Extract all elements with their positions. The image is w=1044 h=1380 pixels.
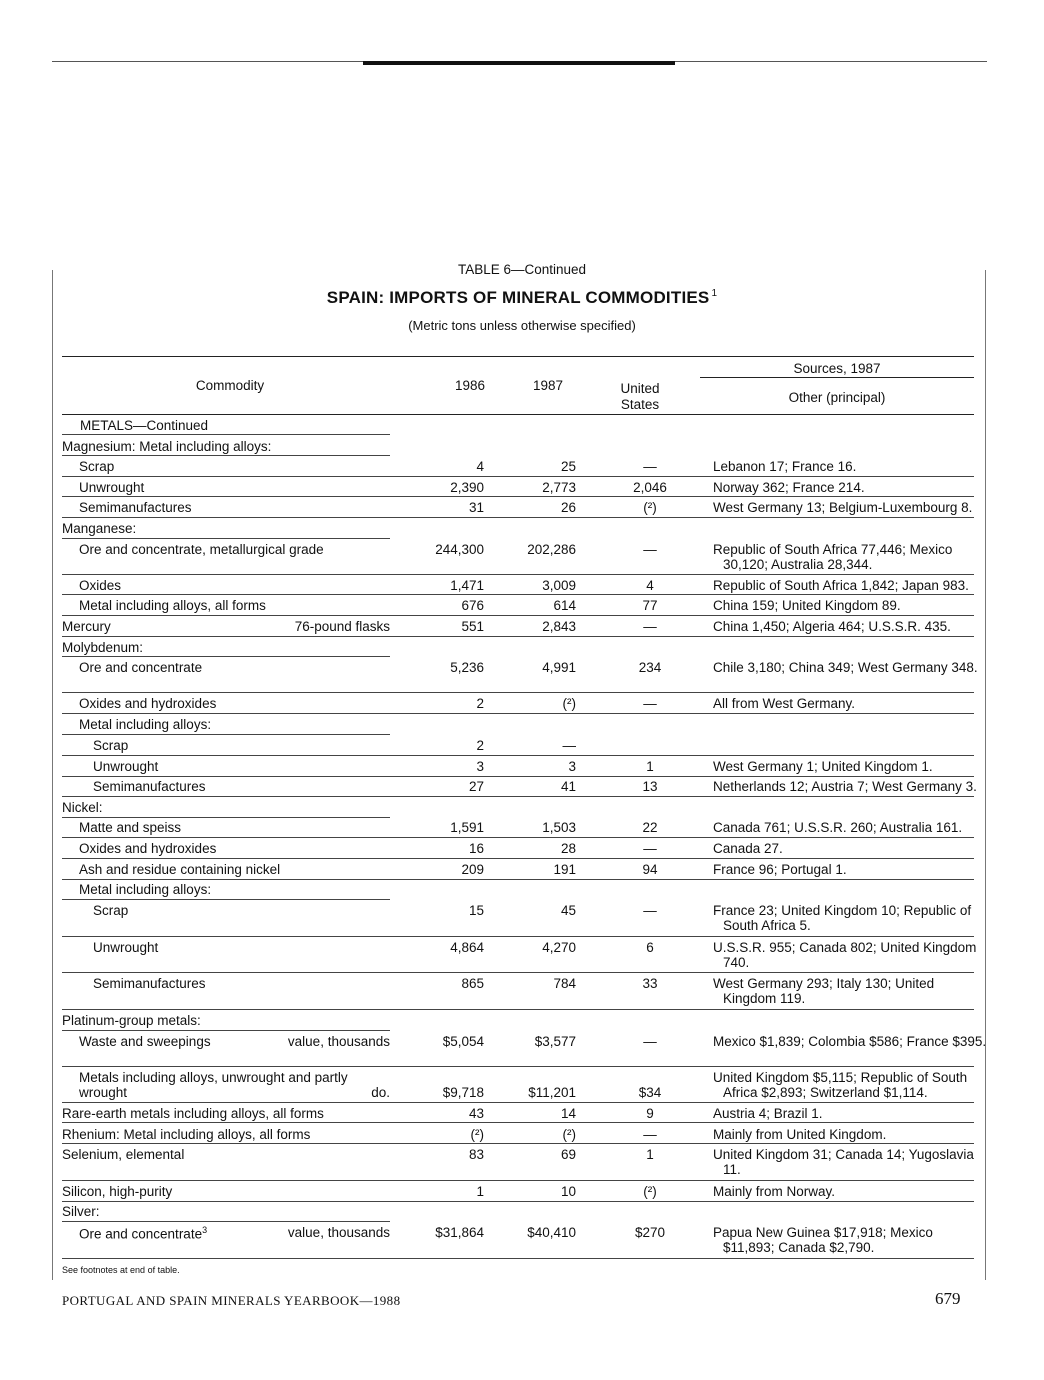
commodity-cell: [79, 862, 280, 877]
value-1987: 4,991: [542, 660, 576, 675]
value-1986: 4,864: [450, 940, 484, 955]
commodity-text: Scrap: [79, 459, 115, 474]
value-other-principal: Canada 761; U.S.S.R. 260; Australia 161.: [713, 820, 963, 835]
table-title-text: SPAIN: IMPORTS OF MINERAL COMMODITIES: [326, 288, 710, 307]
value-other-principal: China 159; United Kingdom 89.: [713, 598, 901, 613]
commodity-text: Rare-earth metals including alloys, all forms: [62, 1106, 324, 1121]
value-other-principal: Republic of South Africa 77,446; Mexico 30,120; Australia 28,344.: [713, 542, 953, 572]
commodity-text: Oxides: [79, 578, 122, 593]
commodity-text: Waste and sweepings: [79, 1034, 211, 1049]
commodity-cell: [79, 480, 144, 495]
commodity-text: Rhenium: Metal including alloys, all forms: [62, 1127, 311, 1142]
value-1987: $3,577: [534, 1034, 576, 1049]
row-rule: [62, 1258, 974, 1259]
value-other-principal: France 96; Portugal 1.: [713, 862, 847, 877]
top-rule-bar: [363, 61, 675, 65]
commodity-text: Metal including alloys:: [79, 717, 212, 732]
value-other-principal: Mexico $1,839; Colombia $586; France $395.: [713, 1034, 987, 1049]
row-rule: [62, 776, 974, 777]
row-rule: [62, 1201, 974, 1202]
value-1987: 2,843: [542, 619, 576, 634]
commodity-text: Magnesium: Metal including alloys:: [62, 439, 272, 454]
value-other-principal: United Kingdom $5,115; Republic of South Africa $2,893; Switzerland $1,114.: [713, 1070, 968, 1100]
row-rule: [62, 1030, 390, 1031]
row-rule: [62, 517, 974, 518]
commodity-text: Metal including alloys, all forms: [79, 598, 266, 613]
value-other-principal: Lebanon 17; France 16.: [713, 459, 857, 474]
commodity-text: Oxides and hydroxides: [79, 696, 217, 711]
value-other-principal: France 23; United Kingdom 10; Republic of South Africa 5.: [713, 903, 972, 933]
unit-cell: 76-pound flasks: [294, 619, 390, 634]
commodity-text: Ore and concentrate, metallurgical grade: [79, 542, 324, 557]
footer-publication: PORTUGAL AND SPAIN MINERALS YEARBOOK—1988: [62, 1293, 401, 1308]
value-1987: 45: [560, 903, 576, 918]
row-rule: [62, 858, 974, 859]
value-1986: 676: [461, 598, 484, 613]
value-1986: 2,390: [450, 480, 484, 495]
value-united-states: 94: [642, 862, 658, 877]
commodity-text: Unwrought: [93, 759, 159, 774]
value-united-states: $34: [638, 1085, 662, 1100]
value-united-states: 6: [646, 940, 654, 955]
row-rule: [62, 837, 974, 838]
value-united-states: $270: [634, 1225, 666, 1240]
commodity-text: Unwrought: [93, 940, 159, 955]
row-rule: [62, 796, 974, 797]
value-1987: (²): [562, 696, 576, 711]
commodity-text: Scrap: [93, 903, 129, 918]
value-united-states: 33: [642, 976, 658, 991]
value-1986: 83: [468, 1147, 484, 1162]
value-1987: $11,201: [528, 1085, 576, 1100]
commodity-cell: [79, 696, 216, 711]
value-1986: 16: [468, 841, 484, 856]
commodity-text: Scrap: [93, 738, 129, 753]
value-1986: 865: [461, 976, 484, 991]
value-1987: —: [562, 738, 576, 753]
row-rule: [62, 1009, 974, 1010]
commodity-cell: [62, 1013, 201, 1028]
commodity-text: Manganese:: [62, 521, 137, 536]
value-1986: 1,471: [450, 578, 484, 593]
commodity-cell-line2: wrought: [79, 1085, 128, 1100]
value-1987: (²): [562, 1127, 576, 1142]
commodity-text: Unwrought: [79, 480, 145, 495]
row-rule: [62, 574, 974, 575]
commodity-cell: [93, 976, 206, 991]
row-rule: [62, 879, 974, 880]
value-other-principal: Chile 3,180; China 349; West Germany 348.: [713, 660, 978, 675]
commodity-text: Ore and concentrate: [79, 660, 203, 675]
commodity-cell: [62, 521, 136, 536]
col-header-united-states: United States: [620, 381, 660, 412]
footnote-note: See footnotes at end of table.: [62, 1265, 180, 1275]
row-rule: [62, 1180, 974, 1181]
value-1986: 27: [468, 779, 484, 794]
row-rule: [62, 656, 390, 657]
unit-cell: value, thousands: [287, 1225, 390, 1240]
table-subtitle: (Metric tons unless otherwise specified): [408, 318, 636, 333]
row-rule: [62, 734, 390, 735]
commodity-text: Matte and speiss: [79, 820, 182, 835]
row-rule: [62, 972, 974, 973]
commodity-text: Platinum-group metals:: [62, 1013, 201, 1028]
value-united-states: 13: [642, 779, 658, 794]
row-rule: [62, 1221, 390, 1222]
value-1987: 3: [568, 759, 576, 774]
value-other-principal: China 1,450; Algeria 464; U.S.S.R. 435.: [713, 619, 951, 634]
commodity-cell: [79, 598, 266, 613]
commodity-text: Ash and residue containing nickel: [79, 862, 281, 877]
row-rule: [62, 476, 974, 477]
value-united-states: (²): [643, 500, 657, 515]
value-united-states: —: [643, 619, 657, 634]
value-1987: 10: [560, 1184, 576, 1199]
value-united-states: 1: [646, 1147, 654, 1162]
row-rule: [62, 755, 974, 756]
commodity-cell: [93, 759, 158, 774]
value-1986: (²): [470, 1127, 484, 1142]
value-other-principal: U.S.S.R. 955; Canada 802; United Kingdom 740.: [713, 940, 977, 970]
value-1987: 41: [560, 779, 576, 794]
commodity-text: Oxides and hydroxides: [79, 841, 217, 856]
value-united-states: —: [643, 903, 657, 918]
value-1986: 551: [461, 619, 484, 634]
commodity-cell: [80, 418, 208, 433]
row-rule: [62, 1102, 974, 1103]
value-1986: 31: [468, 500, 484, 515]
row-rule: [62, 455, 390, 456]
table-label: TABLE 6—Continued: [457, 262, 587, 277]
commodity-cell: [93, 779, 206, 794]
value-united-states: —: [643, 1127, 657, 1142]
unit-cell: value, thousands: [287, 1034, 390, 1049]
value-united-states: —: [643, 542, 657, 557]
commodity-text: Semimanufactures: [93, 976, 206, 991]
row-rule: [62, 1066, 974, 1067]
col-header-other: Other (principal): [788, 390, 886, 405]
commodity-cell: [79, 660, 202, 675]
commodity-cell: [62, 800, 103, 815]
commodity-cell: [62, 1106, 324, 1121]
value-other-principal: Netherlands 12; Austria 7; West Germany 3.: [713, 779, 977, 794]
commodity-cell: [93, 738, 128, 753]
commodity-cell: [62, 439, 271, 454]
value-1987: 4,270: [542, 940, 576, 955]
commodity-text: Mercury: [62, 619, 111, 634]
value-united-states: —: [643, 459, 657, 474]
value-1986: 3: [476, 759, 484, 774]
commodity-cell: [79, 500, 192, 515]
page-number: 679: [935, 1289, 961, 1308]
commodity-text: Metal including alloys:: [79, 882, 212, 897]
value-united-states: —: [643, 841, 657, 856]
value-1986: 2: [476, 696, 484, 711]
value-united-states: 22: [642, 820, 658, 835]
commodity-cell: [79, 841, 216, 856]
commodity-cell: [79, 820, 181, 835]
commodity-cell: [62, 1204, 100, 1219]
commodity-cell: [62, 619, 111, 634]
row-rule: [62, 636, 974, 637]
value-united-states: —: [643, 1034, 657, 1049]
value-1986: 4: [476, 459, 484, 474]
commodity-text: Silicon, high-purity: [62, 1184, 173, 1199]
unit-cell: do.: [371, 1085, 390, 1100]
commodity-cell: [93, 940, 158, 955]
value-1986: $5,054: [442, 1034, 484, 1049]
commodity-footnote: 3: [202, 1225, 208, 1235]
commodity-cell: Metals including alloys, unwrought and partly: [79, 1070, 348, 1085]
value-united-states: 234: [638, 660, 662, 675]
value-1987: 1,503: [542, 820, 576, 835]
value-1987: 26: [560, 500, 576, 515]
value-1987: 191: [553, 862, 576, 877]
commodity-text: Semimanufactures: [93, 779, 206, 794]
page-margin-line-left: [52, 270, 53, 1280]
value-1987: 28: [560, 841, 576, 856]
value-united-states: 2,046: [633, 480, 667, 495]
commodity-cell: [79, 882, 211, 897]
value-1987: 25: [560, 459, 576, 474]
commodity-cell: [62, 1127, 310, 1142]
commodity-cell: [62, 1147, 184, 1162]
table-title: [0, 288, 1044, 308]
value-1987: 69: [560, 1147, 576, 1162]
commodity-text: Semimanufactures: [79, 500, 192, 515]
value-other-principal: West Germany 13; Belgium-Luxembourg 8.: [713, 500, 973, 515]
commodity-text: Ore and concentrate: [79, 1226, 203, 1242]
value-1986: $9,718: [442, 1085, 484, 1100]
commodity-cell: [79, 542, 324, 557]
value-1986: 209: [461, 862, 484, 877]
value-1987: 3,009: [542, 578, 576, 593]
value-united-states: 77: [642, 598, 658, 613]
value-1986: 244,300: [435, 542, 484, 557]
row-rule: [62, 692, 974, 693]
commodity-text: Selenium, elemental: [62, 1147, 185, 1162]
value-other-principal: Austria 4; Brazil 1.: [713, 1106, 823, 1121]
value-other-principal: Papua New Guinea $17,918; Mexico $11,893; Canada $2,790.: [713, 1225, 933, 1255]
value-1987: 14: [560, 1106, 576, 1121]
row-rule: [62, 434, 390, 435]
value-united-states: (²): [643, 1184, 657, 1199]
commodity-cell: [79, 578, 121, 593]
value-1987: 614: [553, 598, 576, 613]
row-rule: [62, 615, 974, 616]
commodity-cell: [79, 1034, 211, 1049]
row-rule: [62, 899, 390, 900]
table-title-footnote: 1: [711, 288, 718, 300]
value-united-states: 4: [646, 578, 654, 593]
value-1986: 1,591: [450, 820, 484, 835]
value-1986: 5,236: [450, 660, 484, 675]
col-header-sources: Sources, 1987: [793, 361, 881, 376]
value-other-principal: United Kingdom 31; Canada 14; Yugoslavia 11.: [713, 1147, 974, 1177]
col-header-commodity: Commodity: [195, 378, 265, 393]
value-united-states: 9: [646, 1106, 654, 1121]
value-1987: 202,286: [527, 542, 576, 557]
commodity-cell: [93, 903, 128, 918]
value-other-principal: Canada 27.: [713, 841, 783, 856]
header-bottom-rule: [62, 414, 974, 415]
value-other-principal: All from West Germany.: [713, 696, 856, 711]
value-1986: 15: [468, 903, 484, 918]
value-1986: 43: [468, 1106, 484, 1121]
sources-underline: [700, 377, 974, 378]
value-1987: $40,410: [527, 1225, 576, 1240]
value-1986: 2: [476, 738, 484, 753]
header-top-rule: [62, 356, 974, 357]
commodity-text: Silver:: [62, 1204, 100, 1219]
value-1986: $31,864: [435, 1225, 484, 1240]
row-rule: [62, 496, 974, 497]
row-rule: [62, 713, 974, 714]
value-1986: 1: [476, 1184, 484, 1199]
value-other-principal: West Germany 293; Italy 130; United Kingdom 119.: [713, 976, 935, 1006]
value-united-states: 1: [646, 759, 654, 774]
commodity-text: METALS—Continued: [80, 418, 209, 433]
commodity-cell: [79, 459, 114, 474]
row-rule: [62, 594, 974, 595]
commodity-text: Nickel:: [62, 800, 103, 815]
commodity-cell: [79, 1225, 207, 1242]
value-other-principal: West Germany 1; United Kingdom 1.: [713, 759, 933, 774]
row-rule: [62, 1122, 974, 1123]
row-rule: [62, 1143, 974, 1144]
value-1987: 2,773: [542, 480, 576, 495]
value-other-principal: Mainly from United Kingdom.: [713, 1127, 887, 1142]
value-united-states: —: [643, 696, 657, 711]
commodity-cell: [62, 1184, 172, 1199]
value-other-principal: Republic of South Africa 1,842; Japan 983.: [713, 578, 969, 593]
commodity-cell: [79, 717, 211, 732]
commodity-text: Molybdenum:: [62, 640, 144, 655]
value-other-principal: Norway 362; France 214.: [713, 480, 865, 495]
commodity-cell: [62, 640, 143, 655]
row-rule: [62, 538, 390, 539]
row-rule: [62, 817, 390, 818]
row-rule: [62, 936, 974, 937]
value-other-principal: Mainly from Norway.: [713, 1184, 836, 1199]
value-1987: 784: [553, 976, 576, 991]
col-header-1987: 1987: [532, 378, 564, 393]
col-header-1986: 1986: [454, 378, 486, 393]
